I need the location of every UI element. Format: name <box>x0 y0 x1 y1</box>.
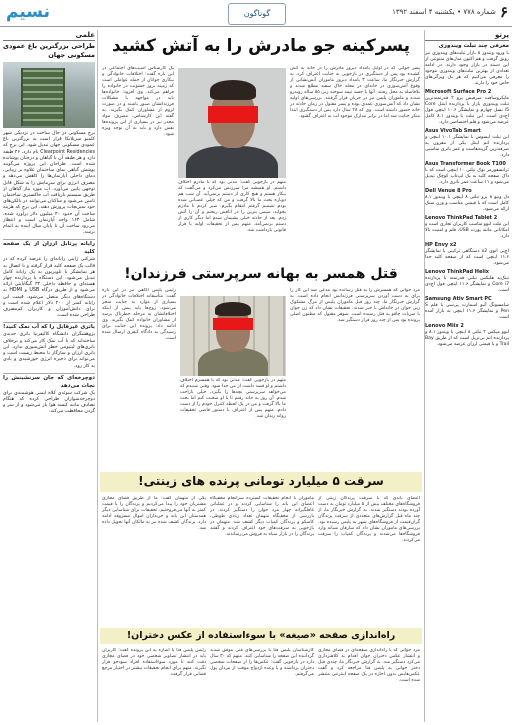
section-badge: گوناگون <box>228 3 286 25</box>
tech-product-desc: سامسونگ آتیو اسمارت پی‌سی با قلم S Pen و نمایشگر ۱۱.۶ اینچی به بازار آمده است. <box>425 303 509 320</box>
tech-product-desc: اچ‌پی انوی x2 دستگاهی ترکیبی با نمایشگر ۱۱.۶ اینچی است که از صفحه کلید جدا می‌شود. <box>425 249 509 266</box>
face-censor-bar <box>213 318 253 330</box>
story3-headline: سرقت ۵ میلیارد تومانی پرنده های زینتی! <box>138 474 384 488</box>
tech-product-name: Asus Transformer Book T100 <box>425 161 506 167</box>
tech-product-desc: مایکروسافت سرفیس پرو ۲ قدرتمندترین تبلت ویندوزی بازار با پردازنده اینتل Core i5 نسل چهارم و نمایشگر ۱۰.۶ اینچی فول اچ‌دی است. این تبلت با ویندوز ۸.۱ کامل عرضه می‌شود و قلم اختصاصی دارد. <box>425 96 509 125</box>
tech-product-name: Microsoft Surface Pro 2 <box>425 89 492 95</box>
header-rule <box>0 26 512 27</box>
story2-suspect-photo <box>180 296 286 376</box>
story2-col3: رئیس پلیس آگاهی نیز در این باره گفت: متأسفانه اختلافات خانوادگی در بسیاری از موارد به جنایت منجر می‌شود. زوج‌ها باید پیش از اینکه اختلافاتشان به مرحله خطرناک برسد از مشاوران خانواده کمک بگیرند. وی ادامه داد: پرونده این جنایت برای رسیدگی به دادگاه کیفری ارسال شده است. <box>102 288 176 341</box>
tech-section-label: پرتو <box>425 30 509 41</box>
science-sub1-title: رایانه پرتابل ارزان از یک صفحه کلید <box>3 241 95 256</box>
newspaper-logo: نسیم <box>6 2 50 22</box>
issue-info-block <box>392 3 508 21</box>
tech-product-desc: تینک‌پد هلیکس تبلتی قدرتمند با پردازنده Core i7 و نمایشگر ۱۱.۶ اینچی فول اچ‌دی است. <box>425 276 509 293</box>
tech-product-name: Lenovo Miix 2 <box>425 323 464 329</box>
tech-product-name: Dell Venue 8 Pro <box>425 188 472 194</box>
science-sub2-title: باتری غیرقابل را که آب نمک کنید! <box>3 324 95 331</box>
column-divider <box>97 30 98 722</box>
science-sub3-body: یک شرکت سوئدی کلاه ایمنی هوشمندی برای دوچرخه‌سواران طراحی کرده که هنگام تصادف مانند کیسه هوا باز می‌شود و از سر و گردن محافظت می‌کند. <box>3 390 95 415</box>
story2-headline: قتل همسر به بهانه سرپرستی فرزندان! <box>124 266 398 282</box>
tower-illustration <box>21 68 65 126</box>
story3-col2: ماموران با انجام تحقیقات گسترده سرانجام مخفیگاه اعضای این باند را شناسایی کردند و در عملیاتی غافلگیرانه چهار مرد جوان را دستگیر کردند. در بازرسی از مخفیگاه متهمان تعداد زیادی طوطی، کاسکو و پرندگان کمیاب دیگر کشف شد. متهمان در بازجویی به سرقت‌های خود اعتراف کردند و گفتند پرندگان را در بازار سیاه به فروش می‌رساندند. <box>210 496 314 537</box>
tech-product-name: Samsung Ativ Smart PC <box>425 296 492 302</box>
suspect-shirt <box>198 348 268 376</box>
tech-products-list <box>425 89 509 348</box>
tech-intro: با ورود ویندوز ۸ بازار تبلت‌های ویندوزی نیز رونق گرفت و هم اکنون مدل‌های متنوعی از این دسته در بازار وجود دارند. در ادامه تعدادی از بهترین تبلت‌های ویندوزی موجود را معرفی می‌کنیم که هر یک ویژگی‌های خاص خود را دارند. <box>425 51 509 86</box>
story4-col3: رئیس پلیس فتا با اشاره به این پرونده گفت: کاربران باید در انتشار تصاویر شخصی خود در فضای مجازی دقت کنند تا مورد سوءاستفاده افراد سودجو قرار نگیرند. متهم برای انجام تحقیقات بیشتر در اختیار مرجع قضایی قرار گرفت. <box>102 648 206 677</box>
page-number: ۶ <box>499 3 508 21</box>
science-body: برج مسکونی در حال ساخت در نزدیکی شهر کلمبو سریلانکا قرار است به بزرگترین باغ عمودی مسکونی جهان تبدیل شود. این برج که Clearpoint Residencies نام دارد، ۴۶ طبقه دارد و هر طبقه آن با گیاهان و درختان پوشانده شده است. طراحان این پروژه می‌گویند پوشش گیاهی نمای ساختمان علاوه بر زیبایی، دمای داخلی آپارتمان‌ها را کاهش می‌دهد و مصرف انرژی برای سرمایش را به شکل قابل توجهی پایین می‌آورد. آب مورد نیاز گیاهان از طریق سیستم بازیافت آب خاکستری ساختمان تامین می‌شود و ساکنان می‌توانند در بالکن‌های خود سبزیجات پرورش دهند. این برج که هزینه ساخت آن حدود ۴۰ میلیون دلار برآورد شده، شامل ۱۶۴ واحد آپارتمان است و انتظار می‌رود ساخت آن تا پایان سال آینده به اتمام برسد. <box>3 131 95 236</box>
science-sub3-title: دوچرخه‌ای که جان سرنشینش را نجات می‌دهد <box>3 374 95 389</box>
vertical-garden-tower-photo <box>3 62 95 128</box>
page-header <box>0 0 512 26</box>
story1-suspect-photo <box>178 68 286 178</box>
tech-product-desc: لنوو میکس ۲ تبلتی ۸ اینچی با ویندوز ۸.۱ و پردازنده اتم بی‌تریل است که از طریق Bay Trail و با قیمتی ارزان عرضه می‌شود. <box>425 330 509 347</box>
tech-product-desc: این تبلت لنوو مناسب کاربران تجاری است و امکاناتی مانند پورت USB، قلم و امنیت بالا دارد. <box>425 222 509 239</box>
story1-col2: متهم در بازجویی گفت: مدتی بود که با مادرم اختلاف داشتم. او همیشه مرا سرزنش می‌کرد و می‌گفت که بیکار هستم و هیچ کاری از دستم برنمی‌آید. آن شب هم دوباره بحث ما بالا گرفت و من که خیلی عصبانی شده بودم تصمیم گرفتم انتقام بگیرم. صبر کردم تا مادرم بخوابد، سپس بنزین را در اتاقش ریختم و آن را آتش زدم. بعد از حادثه خیلی پشیمان شدم اما دیگر کاری از دستم برنمی‌آمد. متهم پس از تحقیقات اولیه با قرار قانونی بازداشت شد. <box>178 180 286 233</box>
story2-col1: مرد جوانی که همسرش را به قتل رسانده بود مدعی شد این کار را برای به دست آوردن سرپرستی فرزندانش انجام داده است. به گزارش خبرنگار ما، چند روز قبل ماموران پلیس از مرگ مشکوک زنی جوان در خانه‌اش با خبر شدند. تحقیقات نشان داد که زن جوان با ضربات چاقو به قتل رسیده است. شوهر مقتول که مظنون اصلی پرونده بود پس از چند روز فرار دستگیر شد. <box>290 288 420 323</box>
science-sub2-body: پژوهشگران دانشگاه کالیفرنیا باتری جدیدی ساخته‌اند که با آب نمک کار می‌کند و برخلاف باتری‌های لیتیومی خطر آتش‌سوزی ندارد. این باتری ارزان و سازگار با محیط زیست است و می‌تواند برای ذخیره انرژی خورشیدی و بادی به کار رود. <box>3 332 95 369</box>
science-sub1-body: شرکتی ژاپنی رایانه‌ای را عرضه کرده که در قالب یک صفحه کلید قرار گرفته و با اتصال به هر نمایشگر یا تلویزیون به یک رایانه کامل تبدیل می‌شود. این دستگاه با پردازنده چهار هسته‌ای و حافظه داخلی ۳۲ گیگابایتی ارائه می‌شود و از طریق درگاه USB و HDMI به دستگاه‌های دیگر متصل می‌شود. قیمت این رایانه کمتر از ۲۰۰ دلار اعلام شده است و برای دانش‌آموزان و کاربران کم‌مصرف طراحی شده است. <box>3 257 95 319</box>
tech-product-name: Asus VivoTab Smart <box>425 128 481 134</box>
story2-col2: متهم در بازجویی گفت: مدتی بود که با همسرم اختلاف داشتم و او قصد داشت از من جدا شود. وقتی شنیدم که می‌خواهد سرپرستی بچه‌ها را بگیرد، خیلی ناراحت شدم. آن روز به خانه رفتم تا با او صحبت کنم اما بحث ما بالا گرفت و من در یک لحظه کنترل خودم را از دست دادم. متهم پس از اعتراف با دستور قاضی تحقیقات روانه زندان شد. <box>180 378 286 419</box>
issue-info: شماره ۷۷۸ • یکشنبه ۴ اسفند ۱۳۹۲ <box>392 8 496 16</box>
tech-column <box>425 30 509 722</box>
tech-product-name: Lenovo ThinkPad Tablet 2 <box>425 215 498 221</box>
suspect-shirt <box>186 146 278 178</box>
story3-col3: یکی از متهمان گفت: ما از طریق فضای مجازی مشتریان خود را پیدا می‌کردیم و پرندگان را با قیمت کمتر به آنها می‌فروختیم. تحقیقات برای شناسایی دیگر همدستان این باند و خریداران اموال مسروقه ادامه دارد. پرندگان کشف شده نیز به مالکان آنها تحویل داده شد. <box>102 496 206 531</box>
story3-col1: اعضای باندی که با سرقت پرندگان زینتی از فروشگاه‌های مختلف بیش از ۵ میلیارد تومان به دست آورده بودند دستگیر شدند. به گزارش خبرنگار ما، از چند ماه قبل گزارش‌های متعددی از سرقت پرندگان گران‌قیمت از فروشگاه‌های شهر به پلیس رسیده بود. بررسی‌های ماموران نشان داد که سارقان شبانه وارد فروشگاه‌ها می‌شدند و پرندگان کمیاب را سرقت می‌کردند. <box>318 496 420 543</box>
story1-col3: یک کارشناس آسیب‌های اجتماعی در این باره گفت: اختلافات خانوادگی و بیکاری جوانان از جمله عواملی است که زمینه بروز خشونت در خانواده را فراهم می‌کند. وی افزود: خانواده‌ها باید در مواجهه با مشکلات فرزندانشان صبور باشند و در صورت لزوم از مشاوران کمک بگیرند. به گفته این کارشناس، مصرف مواد مخدر نیز در بسیاری از این پرونده‌ها نقش دارد و باید به آن توجه ویژه شود. <box>102 66 174 137</box>
tech-product-desc: دل ونیو ۸ پرو تبلتی ۸ اینچی با ویندوز ۸.۱ کامل است که با قیمتی مناسب و وزن سبک ارائه می‌شود. <box>425 195 509 212</box>
column-divider <box>424 30 425 722</box>
tech-product-desc: این تبلت ایسوس با نمایشگر ۱۰.۱ اینچی و پردازنده اتم اینتل یکی از مقرون به صرفه‌ترین گزینه‌هاست و عمر باتری مناسبی دارد. <box>425 135 509 158</box>
tech-product-desc: ترانسفورمر بوک تبلتی ۱۰ اینچی است که با داک صفحه کلید به یک لپ‌تاپ کوچک تبدیل می‌شود و ۱۱ ساعت عمر باتری دارد. <box>425 168 509 185</box>
suspect-hair <box>210 80 256 100</box>
science-title: طراحی بزرگترین باغ عمودی مسکونی جهان <box>3 42 95 59</box>
tech-product-name: HP Envy x2 <box>425 242 457 248</box>
story1-headline: پسرکینه جو مادرش را به آتش کشید <box>111 36 411 56</box>
story4-col2: کارشناسان پلیس فتا با بررسی‌های فنی موفق شدند گرداننده این صفحه را شناسایی کنند. متهم که ۳۰ سال دارد در بازجویی گفت: عکس‌ها را از صفحات شخصی دختران برداشته و با وعده ازدواج موقت از مردان پول می‌گرفتم. <box>210 648 314 677</box>
face-censor-bar <box>208 106 258 123</box>
story4-headline: راه‌اندازی صفحه «صیغه» با سوءاستفاده از عکس دختران! <box>126 630 396 641</box>
science-section-label: علمی <box>3 30 95 41</box>
story4-col1: مرد جوانی که با راه‌اندازی صفحه‌ای در فضای مجازی و انتشار عکس دختران جوان اقدام به کلاهبرداری می‌کرد دستگیر شد. به گزارش خبرنگار ما، چندی قبل دختر جوانی به پلیس فتا مراجعه کرد و گفت عکس‌هایش بدون اجازه در یک صفحه اینترنتی منتشر شده است. <box>318 648 420 683</box>
tech-product-name: Lenovo ThinkPad Helix <box>425 269 490 275</box>
story1-col1: پسر جوانی که در اوایل بامداد دیروز مادرش را در خانه به آتش کشیده بود پس از دستگیری در بازجویی به جنایت اعتراف کرد. به گزارش خبرنگار ما، ساعت ۳ بامداد دیروز ماموران آتش‌نشانی از وقوع آتش‌سوزی در خانه‌ای در محله خاک سفید مطلع شدند و بلافاصله به محل رفتند. آنها با جسد نیمه سوخته زنی ۵۵ ساله روبه‌رو شدند و ماموران پلیس نیز در جریان قرار گرفتند. بررسی‌های اولیه نشان داد که آتش‌سوزی عمدی بوده و پسر مقتول در زمان حادثه در خانه حضور داشته است. وی که ۲۸ سال دارد پس از دستگیری ابتدا منکر جنایت شد اما در برابر مدارک موجود لب به اعتراف گشود. <box>290 66 420 119</box>
science-column <box>3 30 95 722</box>
tech-title: معرفی چند تبلت ویندوزی <box>438 43 509 49</box>
suspect-hair <box>215 302 251 316</box>
